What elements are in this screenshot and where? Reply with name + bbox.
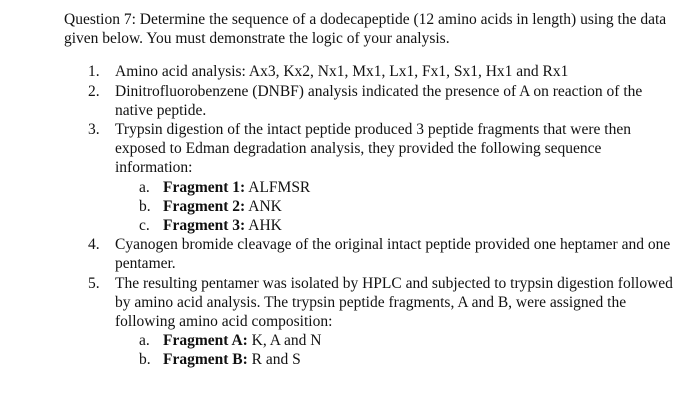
sub-item-fragment-3 — [115, 216, 675, 235]
question-text: Question 7: Determine the sequence of a dodecapeptide (12 amino acids in length) using the data given below. You must demonstrate the logic of your analysis. — [64, 11, 667, 48]
fragment-value: ALFMSR — [248, 178, 311, 196]
sub-item-fragment-1 — [115, 178, 675, 197]
fragment-label: Fragment 1: — [163, 178, 246, 196]
sub-item-letter: a. — [139, 332, 150, 350]
sub-item-letter: b. — [139, 351, 151, 369]
list-item-3 — [64, 120, 675, 235]
sub-item-fragment-a — [115, 331, 675, 350]
fragment-label: Fragment B: — [163, 351, 248, 369]
sub-item-letter: b. — [139, 197, 151, 215]
fragment-value: ANK — [248, 197, 282, 215]
item-number: 2. — [88, 82, 100, 100]
item-text: Amino acid analysis: Ax3, Kx2, Nx1, Mx1, Lx1, Fx1, Sx1, Hx1 and Rx1 — [115, 63, 569, 81]
fragment-label: Fragment A: — [163, 332, 248, 350]
fragment-label: Fragment 3: — [163, 217, 246, 235]
item-number: 1. — [88, 63, 100, 81]
fragment-value: K, A and N — [251, 332, 322, 350]
fragment-value: R and S — [251, 351, 301, 369]
item-number: 5. — [88, 274, 100, 292]
sub-item-fragment-b — [115, 350, 675, 369]
list-item-4 — [64, 235, 675, 273]
item-number: 4. — [88, 236, 100, 254]
sub-item-fragment-2 — [115, 197, 675, 216]
item-text: The resulting pentamer was isolated by HPLC and subjected to trypsin digestion followed by amino acid analysis. The trypsin peptide fragments, A and B, were assigned the following amino acid composition: — [115, 274, 673, 331]
item-text: Dinitrofluorobenzene (DNBF) analysis indicated the presence of A on reaction of the native peptide. — [115, 82, 643, 119]
pentamer-fragment-list — [115, 331, 675, 369]
item-text: Trypsin digestion of the intact peptide produced 3 peptide fragments that were then exposed to Edman degradation analysis, they provided the following sequence information: — [115, 121, 631, 177]
fragment-value: AHK — [248, 217, 282, 235]
list-item-1 — [64, 62, 675, 81]
item-text: Cyanogen bromide cleavage of the original intact peptide provided one heptamer and one pentamer. — [115, 236, 671, 273]
list-item-2 — [64, 82, 675, 120]
fragment-label: Fragment 2: — [163, 197, 246, 215]
sub-item-letter: a. — [139, 178, 150, 196]
list-item-5 — [64, 274, 675, 370]
sub-item-letter: c. — [139, 217, 150, 235]
data-list — [64, 62, 680, 369]
item-number: 3. — [88, 121, 100, 139]
trypsin-fragment-list — [115, 178, 675, 236]
